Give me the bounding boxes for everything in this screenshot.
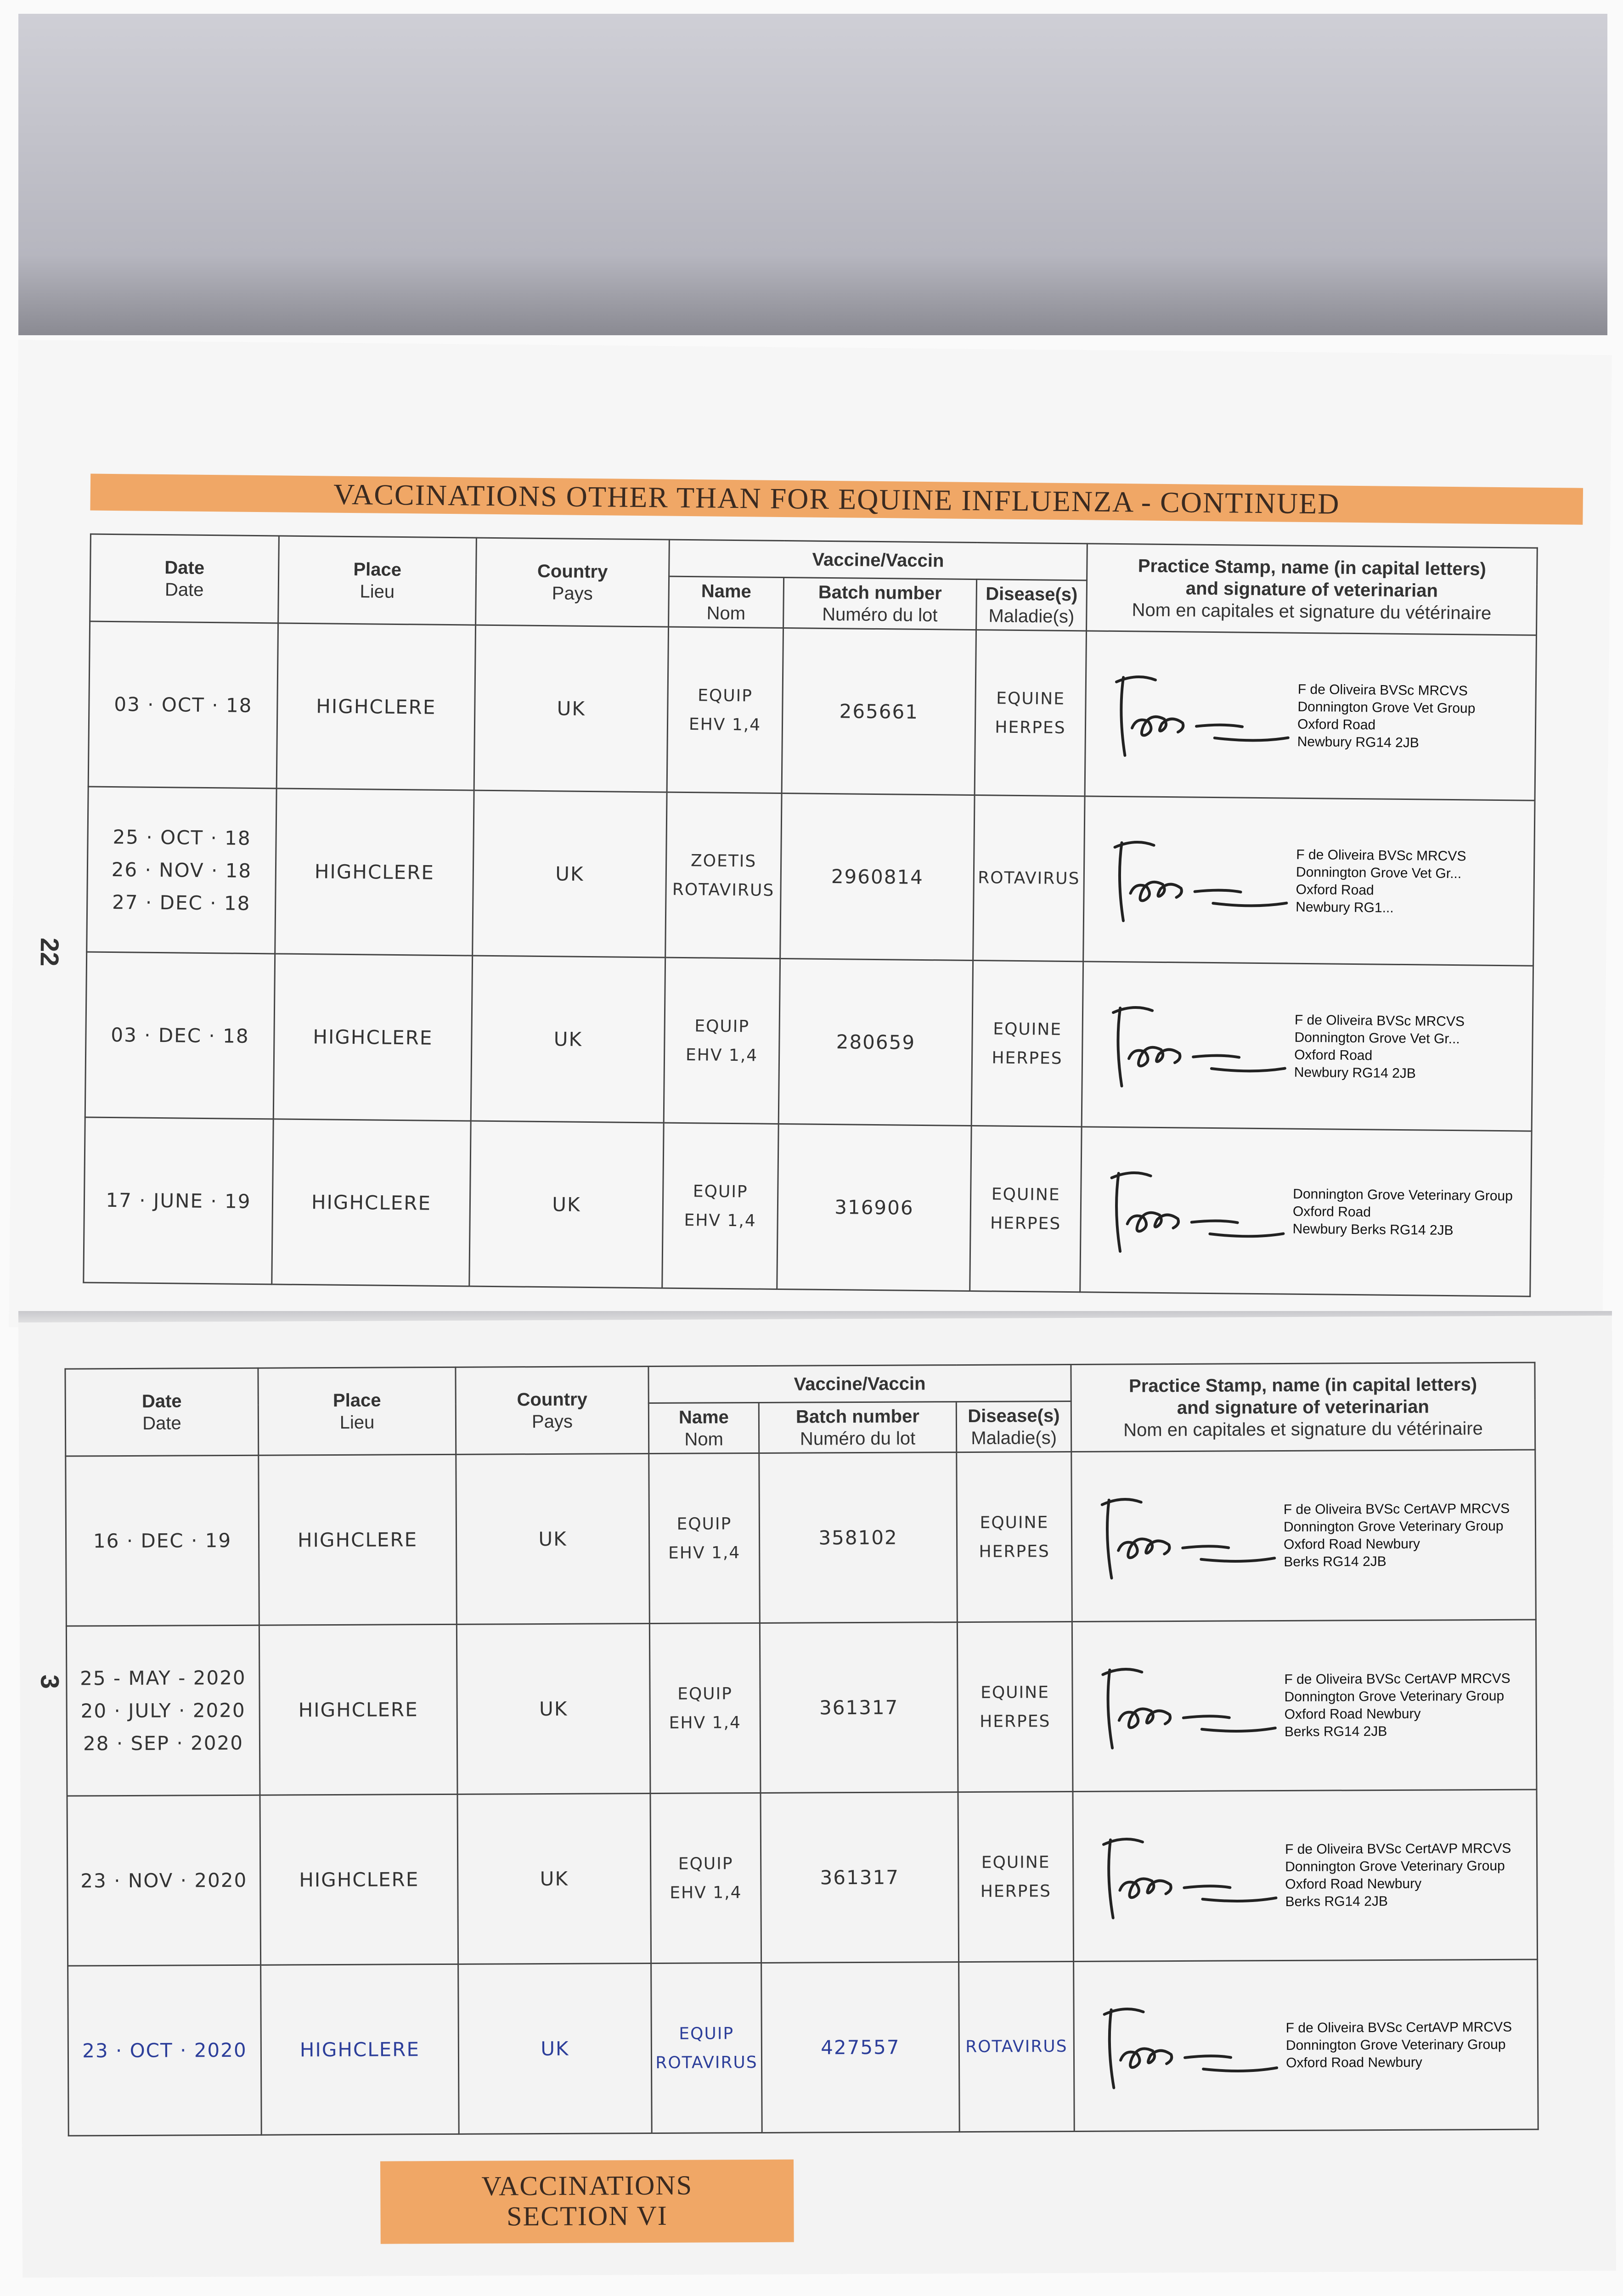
disease-entry: EQUINE xyxy=(980,1513,1049,1532)
disease-cell xyxy=(958,1791,1074,1962)
country-cell xyxy=(456,1624,650,1795)
vaccination-row xyxy=(66,1620,1537,1796)
header-practice-stamp: Practice Stamp, name (in capital letters) and signature of veterinarian Nom en capitales et signature du vétérinaire xyxy=(1071,1362,1535,1452)
date-entry: 23 · NOV · 2020 xyxy=(80,1868,248,1892)
vaccine-name-entry: EHV 1,4 xyxy=(668,1543,741,1563)
disease-cell xyxy=(971,961,1083,1127)
batch-cell xyxy=(761,1792,959,1963)
vaccination-row xyxy=(66,1450,1536,1626)
disease-cell xyxy=(973,795,1085,962)
batch-entry: 2960814 xyxy=(831,865,924,889)
stamp-line: Oxford Road xyxy=(1296,882,1374,898)
stamp-line: Berks RG14 2JB xyxy=(1284,1553,1386,1570)
name-cell xyxy=(662,1123,778,1289)
vaccine-name-entry: EQUIP xyxy=(694,1016,750,1036)
place-entry: HIGHCLERE xyxy=(298,1698,418,1722)
place-entry: HIGHCLERE xyxy=(314,860,435,884)
header-date: Date Date xyxy=(65,1368,259,1456)
name-cell xyxy=(649,1623,761,1793)
passport-page-22 xyxy=(9,340,1612,1342)
vaccination-row xyxy=(68,1959,1538,2136)
country-entry: UK xyxy=(538,1527,567,1551)
place-cell xyxy=(261,1964,459,2135)
signature-image xyxy=(1104,668,1298,761)
signature-image xyxy=(1103,833,1296,927)
vaccination-row xyxy=(84,1117,1532,1296)
vaccine-name-entry: EQUIP xyxy=(679,2024,734,2043)
vaccine-name-entry: EHV 1,4 xyxy=(684,1210,756,1231)
disease-entry: HERPES xyxy=(990,1213,1061,1233)
date-entry: 03 · OCT · 18 xyxy=(114,693,253,717)
place-entry: HIGHCLERE xyxy=(297,1528,418,1552)
disease-entry: HERPES xyxy=(980,1881,1052,1901)
stamp-line: Oxford Road Newbury xyxy=(1284,1536,1420,1552)
signature-image xyxy=(1091,1490,1284,1582)
vaccine-name-entry: EHV 1,4 xyxy=(688,715,761,735)
batch-entry: 358102 xyxy=(818,1526,898,1549)
stamp-line: F de Oliveira BVSc CertAVP MRCVS xyxy=(1284,1671,1510,1687)
date-entry: 23 · OCT · 2020 xyxy=(82,2038,247,2062)
stamp-line: Donnington Grove Vet Gr... xyxy=(1296,864,1462,881)
batch-entry: 316906 xyxy=(834,1196,914,1219)
signature-image xyxy=(1101,998,1295,1092)
practice-stamp xyxy=(1294,1011,1465,1083)
batch-entry: 427557 xyxy=(821,2036,900,2059)
signature-image xyxy=(1091,1660,1285,1752)
stamp-line: Donnington Grove Veterinary Group xyxy=(1285,1858,1505,1874)
disease-entry: EQUINE xyxy=(991,1184,1060,1204)
stamp-line: F de Oliveira BVSc MRCVS xyxy=(1294,1012,1465,1029)
vaccine-name-entry: ZOETIS xyxy=(690,851,757,871)
batch-cell xyxy=(761,1962,960,2133)
disease-cell xyxy=(957,1452,1072,1622)
date-cell xyxy=(85,952,275,1119)
vaccine-name-entry: EQUIP xyxy=(678,1854,733,1874)
practice-stamp xyxy=(1296,846,1466,917)
vaccine-name-entry: EQUIP xyxy=(698,686,753,705)
place-cell xyxy=(259,1454,457,1625)
stamp-line: Newbury RG14 2JB xyxy=(1294,1064,1416,1081)
stamp-line: Oxford Road Newbury xyxy=(1285,2054,1422,2071)
date-entry: 26 · NOV · 18 xyxy=(111,858,252,882)
vaccine-name-entry: EHV 1,4 xyxy=(670,1883,742,1902)
vaccine-name-entry: EQUIP xyxy=(677,1684,733,1704)
practice-stamp xyxy=(1297,681,1476,752)
country-cell xyxy=(458,1964,652,2134)
practice-stamp xyxy=(1284,1670,1510,1740)
header-country: Country Pays xyxy=(456,1367,649,1455)
stamp-line: F de Oliveira BVSc MRCVS xyxy=(1297,681,1468,698)
name-cell xyxy=(667,627,783,793)
disease-entry: EQUINE xyxy=(996,688,1065,709)
header-vaccine: Vaccine/Vaccin xyxy=(648,1365,1071,1403)
stamp-line: F de Oliveira BVSc CertAVP MRCVS xyxy=(1285,1840,1511,1857)
page-number: 22 xyxy=(35,937,65,967)
date-cell xyxy=(66,1625,260,1796)
place-cell xyxy=(273,954,472,1121)
vaccination-row xyxy=(85,952,1533,1131)
date-entry: 25 - MAY - 2020 xyxy=(80,1666,246,1690)
practice-stamp xyxy=(1286,2018,1512,2071)
batch-cell xyxy=(782,628,976,795)
stamp-signature-cell xyxy=(1071,1450,1536,1621)
stamp-line: Donnington Grove Veterinary Group xyxy=(1285,2037,1506,2053)
country-cell xyxy=(469,1121,664,1288)
stamp-signature-cell xyxy=(1082,962,1533,1131)
stamp-signature-cell xyxy=(1085,631,1536,800)
section-banner xyxy=(90,474,1583,525)
country-entry: UK xyxy=(541,2037,569,2060)
header-name: Name Nom xyxy=(669,576,784,628)
stamp-signature-cell xyxy=(1072,1620,1537,1791)
stamp-line: Newbury RG14 2JB xyxy=(1297,734,1419,750)
date-entry: 27 · DEC · 18 xyxy=(112,891,251,915)
signature-image xyxy=(1092,1829,1285,1922)
name-cell xyxy=(650,1793,761,1963)
disease-entry: ROTAVIRUS xyxy=(965,2037,1068,2057)
disease-cell xyxy=(970,1125,1082,1292)
date-cell xyxy=(68,1965,262,2136)
place-entry: HIGHCLERE xyxy=(313,1025,433,1049)
stamp-signature-cell xyxy=(1083,796,1535,966)
stamp-signature-cell xyxy=(1074,1959,1538,2131)
page-number: 3 xyxy=(35,1674,65,1689)
disease-entry: HERPES xyxy=(980,1711,1051,1731)
date-cell xyxy=(87,787,276,954)
stamp-line: Donnington Grove Vet Group xyxy=(1297,699,1476,716)
signature-image xyxy=(1099,1164,1293,1257)
stamp-line: Oxford Road xyxy=(1292,1204,1371,1220)
batch-cell xyxy=(780,793,975,961)
place-entry: HIGHCLERE xyxy=(299,2038,420,2061)
disease-entry: EQUINE xyxy=(981,1852,1050,1872)
batch-cell xyxy=(777,1124,971,1291)
date-cell xyxy=(67,1795,261,1966)
vaccine-name-entry: EQUIP xyxy=(693,1182,748,1201)
section-tab xyxy=(380,2160,794,2244)
disease-cell xyxy=(959,1961,1075,2132)
header-place: Place Lieu xyxy=(258,1367,456,1455)
section-tab-line-2: SECTION VI xyxy=(507,2200,668,2232)
date-entry: 28 · SEP · 2020 xyxy=(83,1731,244,1755)
header-vaccine: Vaccine/Vaccin xyxy=(669,540,1088,580)
stamp-signature-cell xyxy=(1080,1127,1532,1296)
place-entry: HIGHCLERE xyxy=(316,695,436,719)
vaccination-table-bottom xyxy=(64,1362,1538,2137)
header-place: Place Lieu xyxy=(278,536,477,625)
practice-stamp xyxy=(1285,1840,1511,1910)
name-cell xyxy=(664,957,780,1124)
header-batch: Batch number Numéro du lot xyxy=(783,578,977,630)
date-cell xyxy=(66,1455,259,1626)
scanner-shadow-area xyxy=(18,14,1607,335)
place-entry: HIGHCLERE xyxy=(299,1868,419,1891)
stamp-signature-cell xyxy=(1073,1790,1538,1961)
practice-stamp xyxy=(1292,1185,1513,1240)
date-entry: 03 · DEC · 18 xyxy=(111,1024,249,1047)
header-batch: Batch number Numéro du lot xyxy=(759,1402,956,1453)
practice-stamp xyxy=(1284,1500,1510,1570)
date-entry: 16 · DEC · 19 xyxy=(93,1529,232,1553)
stamp-line: Oxford Road Newbury xyxy=(1284,1706,1421,1722)
disease-entry: ROTAVIRUS xyxy=(977,868,1080,889)
stamp-line: Newbury RG1... xyxy=(1296,899,1394,916)
country-entry: UK xyxy=(552,1193,581,1216)
country-entry: UK xyxy=(540,1867,569,1891)
batch-entry: 361317 xyxy=(819,1696,899,1719)
stamp-line: Berks RG14 2JB xyxy=(1285,1893,1388,1909)
vaccine-name-entry: ROTAVIRUS xyxy=(672,880,775,900)
disease-entry: HERPES xyxy=(979,1542,1050,1561)
stamp-line: Berks RG14 2JB xyxy=(1284,1723,1387,1739)
stamp-line: F de Oliveira BVSc CertAVP MRCVS xyxy=(1283,1501,1510,1517)
disease-entry: HERPES xyxy=(992,1048,1063,1068)
passport-page-23 xyxy=(18,1316,1616,2278)
disease-entry: EQUINE xyxy=(993,1019,1062,1039)
country-entry: UK xyxy=(553,1028,583,1051)
batch-cell xyxy=(778,958,973,1125)
header-disease: Disease(s) Maladie(s) xyxy=(976,580,1087,631)
place-cell xyxy=(276,623,475,790)
disease-entry: EQUINE xyxy=(981,1683,1049,1702)
stamp-line: Oxford Road xyxy=(1294,1047,1373,1063)
name-cell xyxy=(665,792,782,958)
disease-cell xyxy=(975,630,1086,796)
date-entry: 25 · OCT · 18 xyxy=(113,826,251,850)
country-cell xyxy=(474,625,668,792)
vaccination-row xyxy=(67,1790,1538,1966)
date-entry: 20 · JULY · 2020 xyxy=(80,1699,246,1722)
stamp-line: Donnington Grove Veterinary Group xyxy=(1293,1186,1513,1204)
vaccination-table-top xyxy=(83,534,1538,1297)
date-cell xyxy=(88,621,278,788)
stamp-line: Donnington Grove Vet Gr... xyxy=(1294,1030,1460,1047)
vaccine-name-entry: EHV 1,4 xyxy=(669,1713,741,1733)
country-cell xyxy=(456,1454,650,1625)
place-cell xyxy=(272,1119,471,1286)
disease-entry: HERPES xyxy=(995,717,1066,737)
header-date: Date Date xyxy=(90,534,279,623)
batch-cell xyxy=(760,1622,958,1793)
stamp-line: F de Oliveira BVSc MRCVS xyxy=(1296,847,1466,864)
signature-image xyxy=(1093,1999,1286,2092)
disease-cell xyxy=(957,1621,1073,1792)
name-cell xyxy=(649,1453,760,1623)
place-cell xyxy=(260,1794,458,1965)
stamp-line: Oxford Road Newbury xyxy=(1285,1876,1422,1892)
date-entry: 17 · JUNE · 19 xyxy=(106,1188,251,1213)
stamp-line: Newbury Berks RG14 2JB xyxy=(1292,1221,1454,1238)
batch-cell xyxy=(759,1452,958,1623)
country-cell xyxy=(473,790,667,957)
vaccine-name-entry: EHV 1,4 xyxy=(685,1045,758,1065)
batch-entry: 265661 xyxy=(839,700,919,723)
vaccination-row xyxy=(87,787,1535,966)
header-practice-stamp: Practice Stamp, name (in capital letters) and signature of veterinarian Nom en capitales et signature du vétérinaire xyxy=(1087,544,1538,635)
place-entry: HIGHCLERE xyxy=(311,1191,432,1215)
place-cell xyxy=(275,788,474,956)
section-tab-line-1: VACCINATIONS xyxy=(481,2170,693,2201)
country-cell xyxy=(457,1794,651,1964)
header-country: Country Pays xyxy=(476,538,670,627)
stamp-line: F de Oliveira BVSc CertAVP MRCVS xyxy=(1285,2019,1512,2036)
banner-title: VACCINATIONS OTHER THAN FOR EQUINE INFLUENZA - CONTINUED xyxy=(333,478,1340,520)
country-entry: UK xyxy=(539,1697,568,1721)
date-cell xyxy=(84,1117,273,1284)
stamp-line: Donnington Grove Veterinary Group xyxy=(1284,1688,1505,1705)
country-entry: UK xyxy=(557,697,586,720)
header-disease: Disease(s) Maladie(s) xyxy=(956,1401,1071,1452)
place-cell xyxy=(259,1624,457,1795)
vaccination-row xyxy=(88,621,1536,800)
name-cell xyxy=(651,1963,762,2133)
stamp-line: Donnington Grove Veterinary Group xyxy=(1283,1518,1504,1535)
country-entry: UK xyxy=(555,862,584,885)
vaccine-name-entry: ROTAVIRUS xyxy=(655,2053,758,2072)
stamp-line: Oxford Road xyxy=(1297,716,1376,732)
batch-entry: 361317 xyxy=(820,1866,900,1889)
header-name: Name Nom xyxy=(648,1402,759,1453)
batch-entry: 280659 xyxy=(836,1030,916,1054)
vaccine-name-entry: EQUIP xyxy=(676,1514,732,1534)
country-cell xyxy=(471,956,665,1123)
